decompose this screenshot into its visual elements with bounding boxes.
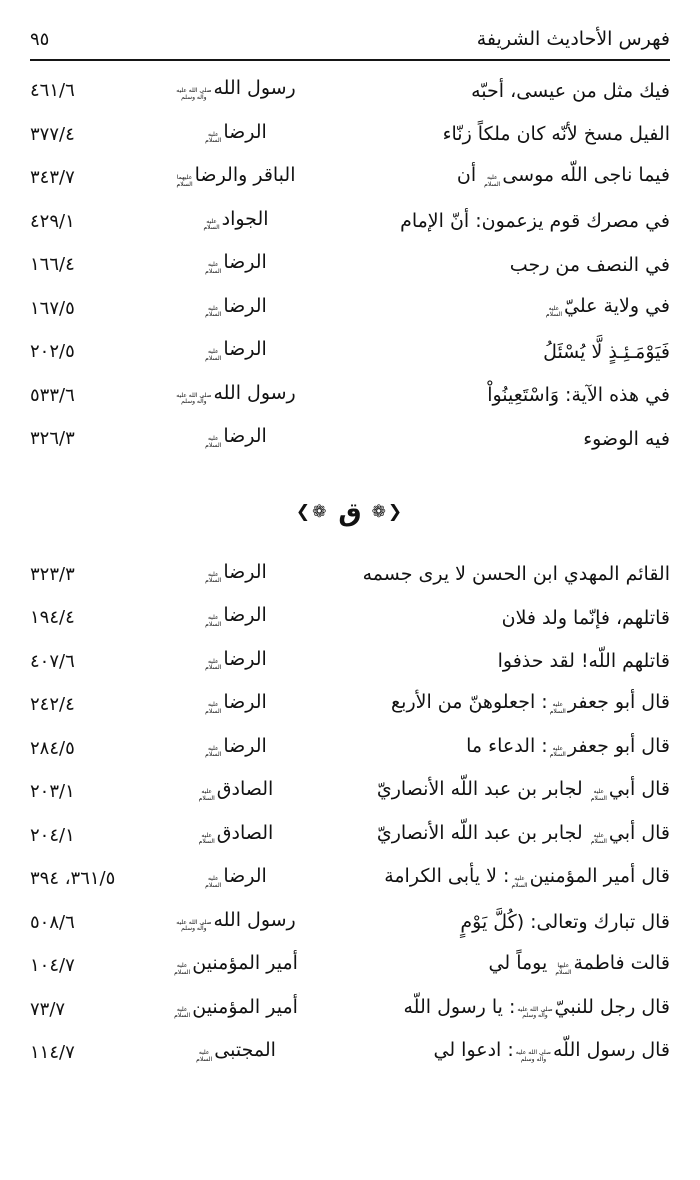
index-row xyxy=(30,944,670,988)
narrator xyxy=(135,778,335,805)
text-run: قال أبي xyxy=(608,821,670,844)
index-row xyxy=(30,69,670,113)
index-row xyxy=(30,596,670,640)
text-run: رسول الله xyxy=(213,77,296,100)
honorific-line: السلام xyxy=(555,968,572,976)
honorific-as-icon xyxy=(546,306,562,319)
narrator xyxy=(135,251,335,278)
index-row xyxy=(30,156,670,200)
text-run: قال أمير المؤمنين xyxy=(529,865,670,888)
honorific-as-icon xyxy=(591,789,607,802)
text-run: قاتلهم اللّه! لقد حذفوا xyxy=(497,650,670,673)
narrator xyxy=(135,996,335,1023)
honorific-as-icon xyxy=(205,349,221,362)
honorific-line: عليه xyxy=(207,130,219,138)
honorific-line: وآله وسلم xyxy=(520,1055,547,1063)
honorific-line: السلام xyxy=(205,664,222,672)
hadith-text xyxy=(335,607,670,629)
text-run: قالت فاطمة xyxy=(573,952,670,975)
index-row xyxy=(30,727,670,771)
honorific-line: عليه xyxy=(514,875,525,883)
honorific-as-icon xyxy=(205,436,221,449)
page-reference: ٥٣٣/٦ xyxy=(30,384,75,406)
narrator xyxy=(135,1039,335,1066)
text-run: أن xyxy=(456,164,483,187)
honorific-line: عليه xyxy=(207,435,219,443)
text-run: أمير المؤمنين xyxy=(192,952,298,975)
honorific-line: السلام xyxy=(203,224,220,232)
text-run: الفيل مسخ لأنّه كان ملكاً زنّاء xyxy=(442,123,670,146)
text-run: الجواد xyxy=(221,207,269,230)
honorific-line: عليه xyxy=(207,304,219,312)
honorific-line: السلام xyxy=(549,707,566,715)
hadith-text xyxy=(335,865,670,892)
honorific-line: السلام xyxy=(205,311,222,319)
text-run: قال رجل للنبيّ xyxy=(554,995,670,1018)
text-run: الرضا xyxy=(223,647,267,670)
text-run: قال أبو جعفر xyxy=(567,691,670,714)
honorific-line: السلام xyxy=(205,707,222,715)
text-run: فيك مثل من عيسى، أحبّه xyxy=(471,79,670,102)
honorific-line: عليها xyxy=(557,962,570,970)
hadith-text xyxy=(335,341,670,363)
honorific-line: عليه xyxy=(206,217,217,225)
index-row xyxy=(30,553,670,597)
honorific-as-icon xyxy=(196,1050,212,1063)
hadith-text xyxy=(335,563,670,585)
text-run: : الدعاء ما xyxy=(466,734,548,757)
narrator xyxy=(135,909,335,936)
page-number: ٩٥ xyxy=(30,29,50,50)
text-run: الرضا xyxy=(223,865,267,888)
honorific-line: صلى الله عليه xyxy=(176,87,212,95)
narrator xyxy=(135,164,335,191)
text-run: قاتلهم، فإنّما ولد فلان xyxy=(501,606,670,629)
text-run: قال تبارك وتعالى: (كُلَّ يَوْمٍ xyxy=(460,911,670,934)
narrator xyxy=(135,822,335,849)
text-run: قال أبو جعفر xyxy=(567,734,670,757)
hadith-text xyxy=(335,952,670,979)
honorific-line: السلام xyxy=(484,180,501,188)
honorific-as-icon xyxy=(205,746,221,759)
index-row xyxy=(30,988,670,1032)
honorific-line: السلام xyxy=(174,968,191,976)
honorific-line: السلام xyxy=(205,620,222,628)
honorific-line: السلام xyxy=(198,794,215,802)
text-run: الباقر والرضا xyxy=(194,164,296,187)
text-run: الرضا xyxy=(223,604,267,627)
page-reference: ٣٦١/٥، ٣٩٤ xyxy=(30,868,116,890)
text-run: المجتبى xyxy=(214,1039,276,1062)
honorific-line: السلام xyxy=(205,751,222,759)
page-reference: ٢٠٢/٥ xyxy=(30,341,75,363)
narrator xyxy=(135,865,335,892)
honorific-as-icon xyxy=(174,963,190,976)
hadith-text xyxy=(335,911,670,933)
honorific-line: السلام xyxy=(176,180,193,188)
honorific-as-icon xyxy=(205,262,221,275)
page-reference: ٢٨٤/٥ xyxy=(30,737,75,759)
hadith-text xyxy=(335,80,670,102)
text-run: أمير المؤمنين xyxy=(192,995,298,1018)
honorific-line: وآله وسلم xyxy=(181,925,207,933)
text-run: : لا يأبى الكرامة xyxy=(384,865,510,888)
honorific-as-icon xyxy=(203,219,219,232)
hadith-index-list xyxy=(30,69,670,1075)
text-run: الرضا xyxy=(223,294,267,317)
page-reference: ٧٣/٧ xyxy=(30,998,66,1020)
text-run: في هذه الآية: وَاسْتَعِينُواْ xyxy=(487,384,670,407)
honorific-line: عليه xyxy=(176,962,188,970)
index-row xyxy=(30,640,670,684)
index-row xyxy=(30,200,670,244)
section-letter: ق xyxy=(338,497,362,528)
page-reference: ٣٧٧/٤ xyxy=(30,123,75,145)
page-reference: ١٦٧/٥ xyxy=(30,297,75,319)
honorific-line: عليه xyxy=(201,788,213,796)
hadith-text xyxy=(335,210,670,232)
text-run: الرضا xyxy=(223,338,267,361)
hadith-text xyxy=(335,778,670,805)
honorific-saww-icon xyxy=(176,393,211,406)
narrator xyxy=(135,604,335,631)
text-run: الرضا xyxy=(223,560,267,583)
text-run: رسول الله xyxy=(213,908,296,931)
page-reference: ١٠٤/٧ xyxy=(30,955,75,977)
honorific-line: عليه xyxy=(201,831,213,839)
honorific-as-icon xyxy=(550,702,566,715)
honorific-line: عليه xyxy=(207,570,219,578)
text-run: الصادق xyxy=(216,778,274,801)
honorific-as-icon xyxy=(484,175,500,188)
index-row xyxy=(30,330,670,374)
honorific-as-icon xyxy=(205,702,221,715)
honorific-line: عليه xyxy=(548,304,560,312)
text-run: القائم المهدي ابن الحسن لا يرى جسمه xyxy=(362,563,670,586)
text-run: في مصرك قوم يزعمون: أنّ الإمام xyxy=(400,210,670,233)
narrator xyxy=(135,121,335,148)
text-run: فَيَوْمَـئِـذٍ لَّا يُسْئَلُ xyxy=(543,340,670,363)
honorific-as-icon xyxy=(205,659,221,672)
honorific-saww-icon xyxy=(517,1007,552,1020)
narrator xyxy=(135,425,335,452)
honorific-line: السلام xyxy=(174,1012,191,1020)
page-reference: ٤٦١/٦ xyxy=(30,80,75,102)
index-row xyxy=(30,374,670,418)
honorific-as-icon xyxy=(199,833,215,846)
header-rule xyxy=(30,59,670,61)
honorific-line: السلام xyxy=(205,137,222,145)
hadith-text xyxy=(335,428,670,450)
honorific-line: السلام xyxy=(196,1055,213,1063)
honorific-as-icon xyxy=(199,789,215,802)
hadith-text xyxy=(335,996,670,1023)
honorific-line: عليه xyxy=(207,614,219,622)
honorific-as-icon xyxy=(511,876,527,889)
honorific-line: السلام xyxy=(549,751,566,759)
honorific-as-icon xyxy=(174,1007,190,1020)
text-run: في النصف من رجب xyxy=(509,253,670,276)
hadith-text xyxy=(335,735,670,762)
index-row xyxy=(30,1031,670,1075)
honorific-line: صلى الله عليه xyxy=(176,918,212,926)
honorific-line: عليهما xyxy=(176,174,193,182)
text-run: الرضا xyxy=(223,691,267,714)
honorific-line: صلى الله عليه xyxy=(176,391,212,399)
honorific-line: السلام xyxy=(590,794,607,802)
honorific-line: السلام xyxy=(198,838,215,846)
hadith-section xyxy=(30,69,670,461)
text-run: لجابر بن عبد اللّه الأنصاريّ xyxy=(376,778,589,801)
text-run: الرضا xyxy=(223,734,267,757)
hadith-text xyxy=(335,691,670,718)
honorific-saww-icon xyxy=(176,88,211,101)
page-reference: ٤٢٩/١ xyxy=(30,210,75,232)
honorific-as-icon xyxy=(205,615,221,628)
page-reference: ٢٤٢/٤ xyxy=(30,694,75,716)
honorific-line: السلام xyxy=(205,354,222,362)
text-run: : اجعلوهنّ من الأربع xyxy=(391,691,548,714)
page-reference: ٢٠٣/١ xyxy=(30,781,75,803)
honorific-as-icon xyxy=(550,746,566,759)
index-row xyxy=(30,857,670,901)
page-reference: ١٦٦/٤ xyxy=(30,254,75,276)
honorific-line: السلام xyxy=(205,577,222,585)
honorific-line: عليه xyxy=(207,348,219,356)
page-title: فهرس الأحاديث الشريفة xyxy=(476,28,670,50)
index-row xyxy=(30,287,670,331)
hadith-text xyxy=(335,295,670,322)
page-reference: ٤٠٧/٦ xyxy=(30,650,75,672)
narrator xyxy=(135,952,335,979)
honorific-line: عليه xyxy=(207,261,219,269)
hadith-text xyxy=(335,822,670,849)
narrator xyxy=(135,382,335,409)
honorific-line: السلام xyxy=(205,267,222,275)
text-run: قال أبي xyxy=(608,778,670,801)
narrator xyxy=(135,561,335,588)
narrator xyxy=(135,648,335,675)
honorific-line: عليه xyxy=(552,701,564,709)
divider-ornament-icon: ❮❁ xyxy=(295,501,329,522)
narrator xyxy=(135,208,335,235)
index-row xyxy=(30,243,670,287)
text-run: فيه الوضوء xyxy=(583,427,670,450)
page-reference: ٣٢٣/٣ xyxy=(30,563,75,585)
page-header xyxy=(30,20,670,50)
text-run: : ادعوا لي xyxy=(433,1039,514,1062)
hadith-text xyxy=(335,164,670,191)
index-row xyxy=(30,901,670,945)
index-row xyxy=(30,113,670,157)
narrator xyxy=(135,735,335,762)
text-run: فيما ناجى اللّه موسى xyxy=(502,164,670,187)
index-row xyxy=(30,770,670,814)
honorific-line: عليه xyxy=(207,657,219,665)
page-reference: ٣٤٣/٧ xyxy=(30,167,75,189)
honorific-line: عليه xyxy=(552,744,564,752)
page-reference: ١٩٤/٤ xyxy=(30,607,75,629)
index-row xyxy=(30,814,670,858)
narrator xyxy=(135,691,335,718)
section-divider xyxy=(30,487,670,539)
narrator xyxy=(135,295,335,322)
honorific-as2-icon xyxy=(176,175,192,188)
narrator xyxy=(135,77,335,104)
honorific-asf-icon xyxy=(555,963,571,976)
honorific-line: عليه xyxy=(207,875,219,883)
honorific-as-icon xyxy=(205,306,221,319)
honorific-saww-icon xyxy=(176,920,211,933)
honorific-line: السلام xyxy=(205,441,222,449)
narrator xyxy=(135,338,335,365)
honorific-as-icon xyxy=(205,876,221,889)
page-reference: ٢٠٤/١ xyxy=(30,824,75,846)
honorific-line: صلى الله عليه xyxy=(515,1049,551,1057)
divider-ornament-icon: ❁❯ xyxy=(371,501,405,522)
honorific-line: السلام xyxy=(511,881,528,889)
hadith-text xyxy=(335,650,670,672)
hadith-text xyxy=(335,123,670,145)
hadith-text xyxy=(335,254,670,276)
text-run: الرضا xyxy=(223,251,267,274)
text-run: الصادق xyxy=(216,821,274,844)
honorific-line: وآله وسلم xyxy=(181,398,207,406)
index-row xyxy=(30,683,670,727)
honorific-line: عليه xyxy=(207,744,219,752)
honorific-saww-icon xyxy=(516,1050,551,1063)
honorific-as-icon xyxy=(591,833,607,846)
index-row xyxy=(30,417,670,461)
honorific-line: صلى الله عليه xyxy=(517,1005,553,1013)
page-reference: ١١٤/٧ xyxy=(30,1042,75,1064)
honorific-line: عليه xyxy=(176,1005,188,1013)
text-run: يوماً لي xyxy=(488,952,554,975)
hadith-text xyxy=(335,384,670,406)
honorific-as-icon xyxy=(205,132,221,145)
text-run: لجابر بن عبد اللّه الأنصاريّ xyxy=(376,821,589,844)
text-run: قال رسول اللّه xyxy=(552,1039,670,1062)
hadith-text xyxy=(335,1039,670,1066)
honorific-line: عليه xyxy=(486,174,498,182)
honorific-line: السلام xyxy=(590,838,607,846)
honorific-line: عليه xyxy=(198,1049,210,1057)
honorific-line: عليه xyxy=(207,701,219,709)
text-run: في ولاية عليّ xyxy=(564,294,670,317)
text-run: الرضا xyxy=(223,120,267,143)
honorific-line: وآله وسلم xyxy=(522,1012,548,1020)
page-reference: ٥٠٨/٦ xyxy=(30,911,75,933)
text-run: الرضا xyxy=(223,425,267,448)
honorific-as-icon xyxy=(205,572,221,585)
honorific-line: السلام xyxy=(205,881,222,889)
page-reference: ٣٢٦/٣ xyxy=(30,428,75,450)
honorific-line: عليه xyxy=(593,831,605,839)
honorific-line: عليه xyxy=(593,788,605,796)
honorific-line: السلام xyxy=(545,311,563,319)
text-run: رسول الله xyxy=(213,381,296,404)
honorific-line: وآله وسلم xyxy=(181,93,207,101)
text-run: : يا رسول اللّه xyxy=(403,995,516,1018)
hadith-section xyxy=(30,553,670,1075)
